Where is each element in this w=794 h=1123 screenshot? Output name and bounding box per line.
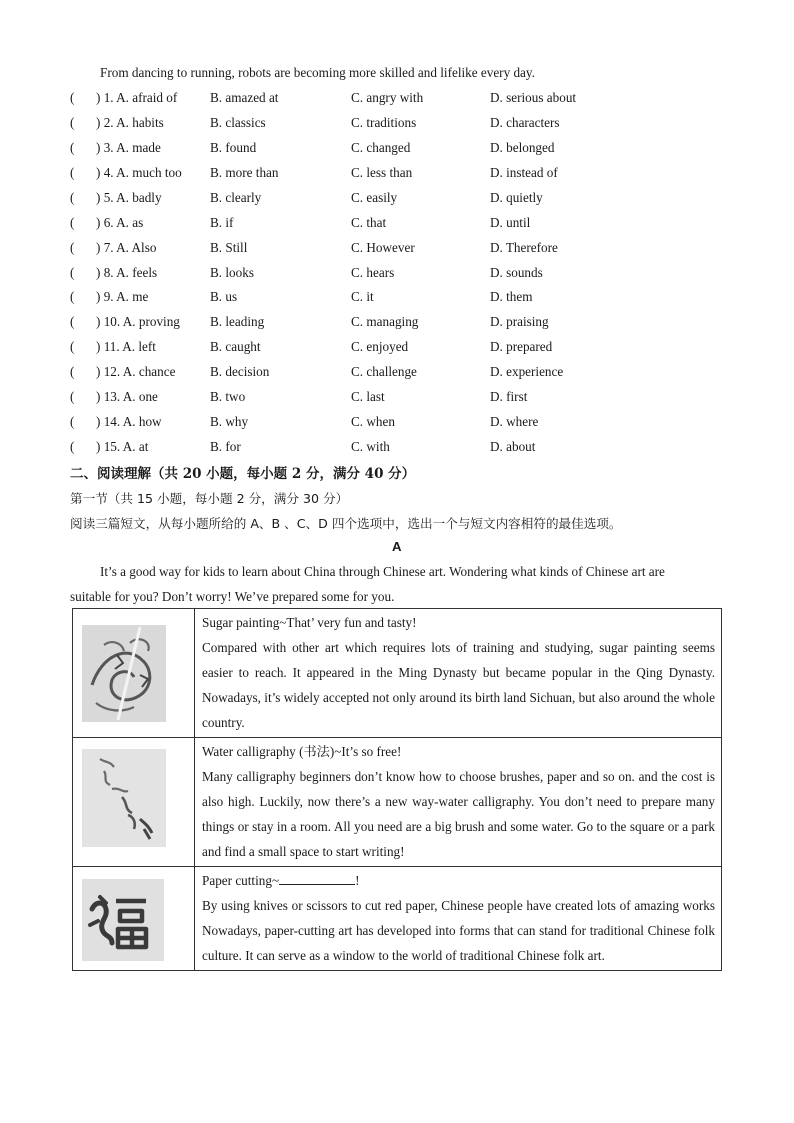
option-a: ) 8. A. feels <box>96 264 158 280</box>
option-a: ) 5. A. badly <box>96 189 162 205</box>
option-b: B. leading <box>210 314 265 330</box>
subsection-heading: 第一节（共 15 小题，每小题 2 分，满分 30 分） <box>70 491 349 506</box>
option-a: ) 14. A. how <box>96 414 162 430</box>
passage-intro-line-1: It’s a good way for kids to learn about China through Chinese art. Wondering what kinds of Chinese art are <box>100 564 665 579</box>
question-row <box>70 314 730 339</box>
paper-cutting-fu-image <box>82 879 164 961</box>
answer-paren[interactable]: ( <box>70 389 75 405</box>
option-a: ) 10. A. proving <box>96 314 180 330</box>
chinese-art-table <box>72 608 722 971</box>
paper-cutting-title-line <box>202 868 715 893</box>
option-c: C. However <box>351 239 415 255</box>
option-c: C. enjoyed <box>351 339 409 355</box>
option-d: D. sounds <box>490 264 543 280</box>
option-c: C. last <box>351 389 385 405</box>
question-row <box>70 414 730 439</box>
paper-cutting-text-cell <box>195 867 722 971</box>
image-cell <box>73 738 195 867</box>
option-c: C. managing <box>351 314 419 330</box>
option-a: ) 12. A. chance <box>96 364 176 380</box>
sugar-painting-body: Compared with other art which requires lots of training and studying, sugar painting seems easier to reach. It appeared in the Ming Dynasty but became popular in the Qing Dynasty. Nowadays, it’s widely accepted not only around its birth land Sichuan, but also around the whole country. <box>202 640 715 730</box>
question-row <box>70 115 730 140</box>
option-d: D. characters <box>490 114 560 130</box>
answer-paren[interactable]: ( <box>70 164 75 180</box>
question-row <box>70 140 730 165</box>
option-c: C. easily <box>351 189 398 205</box>
option-a: ) 4. A. much too <box>96 164 182 180</box>
section-heading: 二、阅读理解（共 20 小题，每小题 2 分，满分 40 分） <box>70 466 416 482</box>
answer-paren[interactable]: ( <box>70 339 75 355</box>
option-d: D. praising <box>490 314 549 330</box>
option-b: B. classics <box>210 114 266 130</box>
option-d: D. prepared <box>490 339 553 355</box>
question-row <box>70 364 730 389</box>
answer-paren[interactable]: ( <box>70 214 75 230</box>
answer-paren[interactable]: ( <box>70 139 75 155</box>
option-a: ) 6. A. as <box>96 214 144 230</box>
option-c: C. less than <box>351 164 413 180</box>
question-row <box>70 240 730 265</box>
question-row <box>70 289 730 314</box>
option-b: B. amazed at <box>210 90 279 105</box>
option-d: D. Therefore <box>490 239 558 255</box>
water-calligraphy-text-cell <box>195 738 722 867</box>
table-row <box>73 609 722 738</box>
image-cell <box>73 867 195 971</box>
option-b: B. found <box>210 139 257 155</box>
answer-paren[interactable]: ( <box>70 239 75 255</box>
option-d: D. them <box>490 289 533 305</box>
table-row <box>73 738 722 867</box>
option-a: ) 3. A. made <box>96 139 161 155</box>
paper-cutting-body: By using knives or scissors to cut red paper, Chinese people have created lots of amazing works Nowadays, paper-cutting art has developed into forms that can stand for traditional Chinese folk culture. It can serve as a window to the world of traditional Chinese folk art. <box>202 898 715 963</box>
sugar-painting-dragon-image <box>82 625 166 722</box>
paper-cutting-title-end: ! <box>355 873 360 888</box>
option-c: C. challenge <box>351 364 417 380</box>
option-c: C. when <box>351 414 395 430</box>
image-cell <box>73 609 195 738</box>
option-b: B. if <box>210 214 234 230</box>
option-a: ) 1. A. afraid of <box>96 90 178 105</box>
option-d: D. until <box>490 214 531 230</box>
option-a: ) 9. A. me <box>96 289 149 305</box>
option-d: D. about <box>490 439 536 455</box>
passage-intro-line-2: suitable for you? Don’t worry! We’ve prepared some for you. <box>70 589 395 604</box>
option-b: B. decision <box>210 364 270 380</box>
option-d: D. serious about <box>490 90 577 105</box>
answer-paren[interactable]: ( <box>70 264 75 280</box>
question-row <box>70 439 730 464</box>
option-b: B. looks <box>210 264 254 280</box>
question-row <box>70 90 730 115</box>
water-calligraphy-title: Water calligraphy (书法)~It’s so free! <box>202 744 402 759</box>
option-b: B. more than <box>210 164 279 180</box>
option-a: ) 11. A. left <box>96 339 156 355</box>
option-c: C. that <box>351 214 387 230</box>
passage-label: A <box>392 539 402 554</box>
answer-paren[interactable]: ( <box>70 189 75 205</box>
paper-cutting-title: Paper cutting~ <box>202 873 280 888</box>
question-row <box>70 339 730 364</box>
option-c: C. with <box>351 439 390 455</box>
option-c: C. hears <box>351 264 395 280</box>
answer-blank[interactable] <box>279 871 355 885</box>
answer-paren[interactable]: ( <box>70 439 75 455</box>
question-row <box>70 265 730 290</box>
table-row <box>73 867 722 971</box>
question-row <box>70 190 730 215</box>
answer-paren[interactable]: ( <box>70 90 75 105</box>
answer-paren[interactable]: ( <box>70 364 75 380</box>
reading-instruction: 阅读三篇短文，从每小题所给的 A、B 、C、D 四个选项中，选出一个与短文内容相符的最佳选项。 <box>70 516 622 531</box>
option-c: C. angry with <box>351 90 424 105</box>
option-b: B. why <box>210 414 249 430</box>
option-d: D. experience <box>490 364 564 380</box>
sugar-painting-title: Sugar painting~That’ very fun and tasty! <box>202 615 417 630</box>
option-a: ) 13. A. one <box>96 389 158 405</box>
water-calligraphy-image <box>82 749 166 847</box>
intro-sentence: From dancing to running, robots are becoming more skilled and lifelike every day. <box>100 65 535 80</box>
answer-paren[interactable]: ( <box>70 289 75 305</box>
answer-paren[interactable]: ( <box>70 114 75 130</box>
option-c: C. traditions <box>351 114 417 130</box>
sugar-painting-text-cell <box>195 609 722 738</box>
option-d: D. belonged <box>490 139 555 155</box>
option-a: ) 7. A. Also <box>96 239 157 255</box>
option-b: B. clearly <box>210 189 262 205</box>
question-row <box>70 165 730 190</box>
water-calligraphy-body: Many calligraphy beginners don’t know how to choose brushes, paper and so on. and the cost is also high. Luckily, now there’s a new way-water calligraphy. You don’t need to prepare many things or stay in a room. All you need are a big brush and some water. Go to the square or a park and find a small space to start writing! <box>202 769 715 859</box>
option-d: D. where <box>490 414 539 430</box>
option-b: B. Still <box>210 239 248 255</box>
answer-paren[interactable]: ( <box>70 414 75 430</box>
option-b: B. for <box>210 439 241 455</box>
question-row <box>70 389 730 414</box>
option-a: ) 2. A. habits <box>96 114 164 130</box>
option-c: C. it <box>351 289 374 305</box>
option-a: ) 15. A. at <box>96 439 149 455</box>
option-d: D. quietly <box>490 189 543 205</box>
option-b: B. caught <box>210 339 261 355</box>
option-b: B. us <box>210 289 238 305</box>
answer-paren[interactable]: ( <box>70 314 75 330</box>
option-d: D. instead of <box>490 164 558 180</box>
option-c: C. changed <box>351 139 411 155</box>
question-row <box>70 215 730 240</box>
option-b: B. two <box>210 389 246 405</box>
option-d: D. first <box>490 389 528 405</box>
